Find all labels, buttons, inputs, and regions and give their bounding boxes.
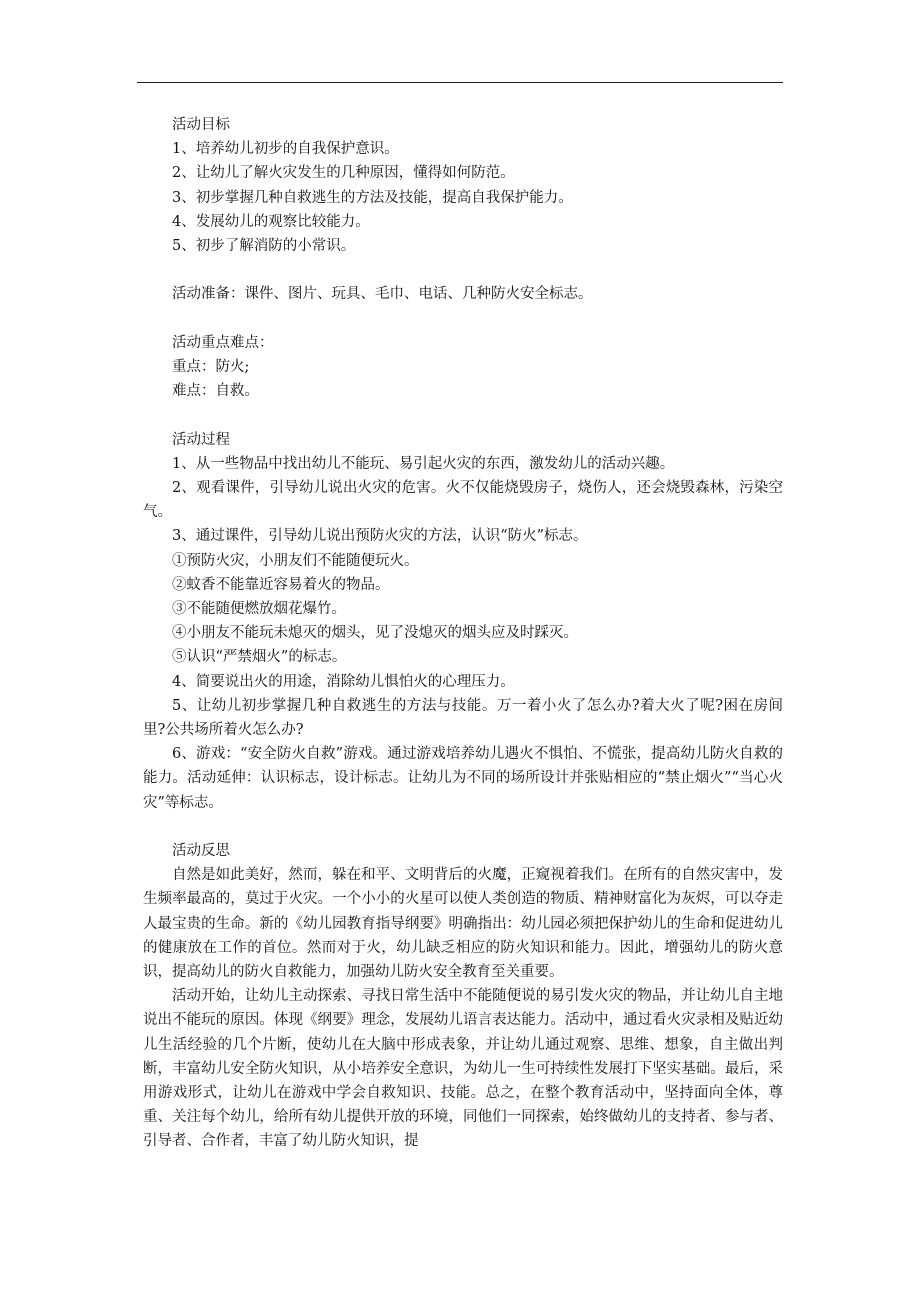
header-rule <box>137 82 783 83</box>
process-step-5: 5、让幼儿初步掌握几种自救逃生的方法与技能。万一着小火了怎么办?着大火了呢?困在房间里?公共场所着火怎么办? <box>143 697 783 739</box>
process-sub-item: ③不能随便燃放烟花爆竹。 <box>172 601 346 618</box>
reflection-paragraph-2: 活动开始，让幼儿主动探索、寻找日常生活中不能随便说的易引发火灾的物品，并让幼儿自主地说出不能玩的原因。体现《纲要》理念，发展幼儿语言表达能力。活动中，通过看火灾录相及贴近幼儿生活经验的几个片断，使幼儿在大脑中形成表象，并让幼儿通过观察、思维、想象，自主做出判断，丰富幼儿安全防火知识，从小培养安全意识，为幼儿一生可持续性发展打下坚实基础。最后，采用游戏形式，让幼儿在游戏中学会自救知识、技能。总之，在整个教育活动中，坚持面向全体，尊重、关注每个幼儿，给所有幼儿提供开放的环境，同他们一同探索，始终做幼儿的支持者、参与者、引导者、合作者，丰富了幼儿防火知识，提 <box>143 988 783 1150</box>
process-sub-item: ②蚊香不能靠近容易着火的物品。 <box>172 576 390 593</box>
reflection-heading: 活动反思 <box>172 843 230 860</box>
goal-item: 5、初步了解消防的小常识。 <box>172 238 356 255</box>
spacer <box>143 815 783 839</box>
process-step-6: 6、游戏：“安全防火自救”游戏。通过游戏培养幼儿遇火不惧怕、不慌张，提高幼儿防火自救的能力。活动延伸：认识标志，设计标志。让幼儿为不同的场所设计并张贴相应的“禁止烟火”“当心火灾”等标志。 <box>143 746 783 811</box>
reflection-paragraph-1: 自然是如此美好，然而，躲在和平、文明背后的火魔，正窥视着我们。在所有的自然灾害中，发生频率最高的，莫过于火灾。一个小小的火星可以使人类创造的物质、精神财富化为灰烬，可以夺走人最宝贵的生命。新的《幼儿园教育指导纲要》明确指出：幼儿园必须把保护幼儿的生命和促进幼儿的健康放在工作的首位。然而对于火，幼儿缺乏相应的防火知识和能力。因此，增强幼儿的防火意识，提高幼儿的防火自救能力，加强幼儿防火安全教育至关重要。 <box>143 867 783 981</box>
process-sub-item: ⑤认识“严禁烟火”的标志。 <box>172 649 347 666</box>
process-step-2: 2、观看课件，引导幼儿说出火灾的危害。火不仅能烧毁房子，烧伤人，还会烧毁森林，污染空气。 <box>143 480 783 521</box>
process-step-4: 4、简要说出火的用途，消除幼儿惧怕火的心理压力。 <box>172 673 515 690</box>
process-step-1: 1、从一些物品中找出幼儿不能玩、易引起火灾的东西，激发幼儿的活动兴趣。 <box>172 455 675 472</box>
goal-item: 3、初步掌握几种自救逃生的方法及技能，提高自我保护能力。 <box>172 189 573 206</box>
spacer <box>143 403 783 427</box>
goal-item: 4、发展幼儿的观察比较能力。 <box>172 213 370 230</box>
key-point-difficulty: 难点：自救。 <box>172 383 259 400</box>
goal-item: 1、培养幼儿初步的自我保护意识。 <box>172 141 399 158</box>
process-heading: 活动过程 <box>172 431 230 448</box>
preparation-text: 活动准备：课件、图片、玩具、毛巾、电话、几种防火安全标志。 <box>172 286 593 303</box>
goals-heading: 活动目标 <box>172 117 230 133</box>
process-sub-item: ①预防火灾，小朋友们不能随便玩火。 <box>172 552 419 569</box>
key-points-heading: 活动重点难点： <box>172 334 274 351</box>
key-point-focus: 重点：防火; <box>172 359 250 375</box>
spacer <box>143 307 783 331</box>
spacer <box>143 258 783 282</box>
process-step-3: 3、通过课件，引导幼儿说出预防火灾的方法，认识“防火”标志。 <box>172 528 588 545</box>
process-sub-item: ④小朋友不能玩未熄灭的烟头，见了没熄灭的烟头应及时踩灭。 <box>172 625 578 642</box>
goal-item: 2、让幼儿了解火灾发生的几种原因，懂得如何防范。 <box>172 165 515 182</box>
document-body <box>143 113 783 1154</box>
